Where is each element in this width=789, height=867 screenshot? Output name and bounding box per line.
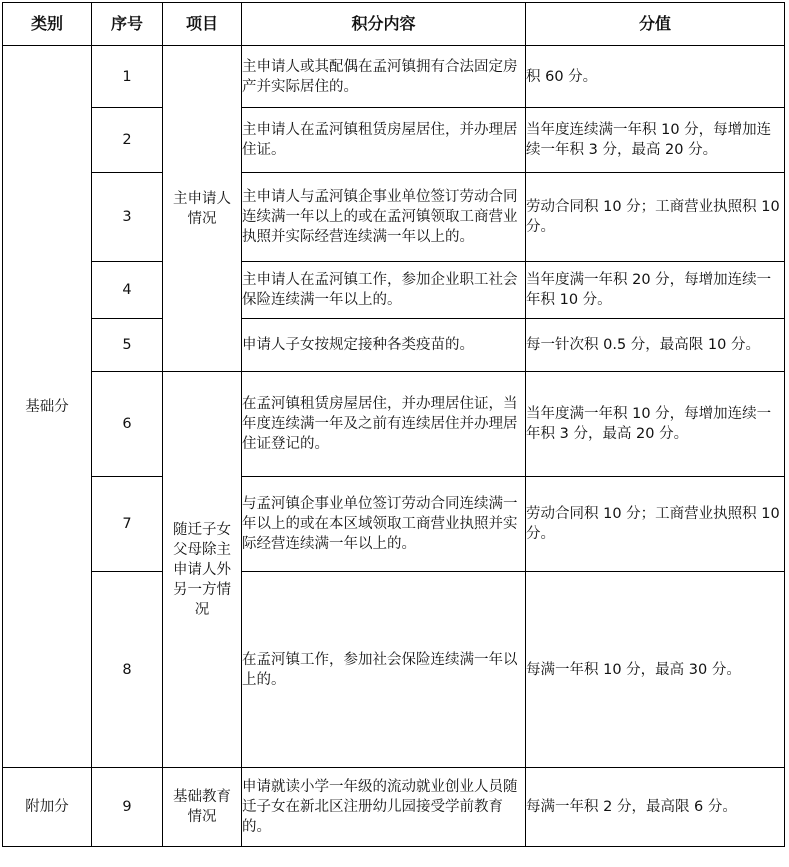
row-content: 在孟河镇租赁房屋居住，并办理居住证，当年度连续满一年及之前有连续居住并办理居住证登记的。: [242, 372, 526, 477]
item-education-cell: [163, 768, 242, 847]
table-row: [3, 572, 785, 768]
row-content: 主申请人在孟河镇租赁房屋居住，并办理居住证。: [242, 108, 526, 173]
item-family-cell: [163, 372, 242, 768]
row-score: 当年度连续满一年积 10 分，每增加连续一年积 3 分，最高 20 分。: [526, 108, 785, 173]
row-number: 7: [92, 477, 163, 572]
header-no: 序号: [92, 3, 163, 46]
table-row: [3, 46, 785, 108]
row-score: 每满一年积 10 分，最高 30 分。: [526, 572, 785, 768]
table-row: [3, 173, 785, 262]
row-number: 5: [92, 319, 163, 372]
row-number: 1: [92, 46, 163, 108]
row-score: 当年度满一年积 20 分，每增加连续一年积 10 分。: [526, 262, 785, 319]
row-content: 主申请人与孟河镇企事业单位签订劳动合同连续满一年以上的或在孟河镇领取工商营业执照并实际经营连续满一年以上的。: [242, 173, 526, 262]
table-row: [3, 319, 785, 372]
row-score: 劳动合同积 10 分；工商营业执照积 10 分。: [526, 173, 785, 262]
row-content: 申请就读小学一年级的流动就业创业人员随迁子女在新北区注册幼儿园接受学前教育的。: [242, 768, 526, 847]
item-education-label: 基础教育情况: [173, 789, 231, 825]
header-row: [3, 3, 785, 46]
table-row: [3, 108, 785, 173]
table-row: [3, 372, 785, 477]
header-score: 分值: [526, 3, 785, 46]
header-item: 项目: [163, 3, 242, 46]
row-score: 积 60 分。: [526, 46, 785, 108]
category-bonus-label: 附加分: [25, 799, 69, 815]
row-score: 每一针次积 0.5 分，最高限 10 分。: [526, 319, 785, 372]
row-content: 与孟河镇企事业单位签订劳动合同连续满一年以上的或在本区域领取工商营业执照并实际经营连续满一年以上的。: [242, 477, 526, 572]
table-row: [3, 262, 785, 319]
category-bonus-cell: [3, 768, 92, 847]
header-category: 类别: [3, 3, 92, 46]
category-basic-cell: [3, 46, 92, 768]
row-score: 每满一年积 2 分，最高限 6 分。: [526, 768, 785, 847]
table-row: [3, 477, 785, 572]
item-applicant-cell: [163, 46, 242, 372]
item-family-label: 随迁子女父母除主申请人外另一方情况: [173, 521, 231, 618]
row-content: 申请人子女按规定接种各类疫苗的。: [242, 319, 526, 372]
row-content: 主申请人或其配偶在孟河镇拥有合法固定房产并实际居住的。: [242, 46, 526, 108]
row-content: 主申请人在孟河镇工作，参加企业职工社会保险连续满一年以上的。: [242, 262, 526, 319]
table-row: [3, 768, 785, 847]
row-number: 2: [92, 108, 163, 173]
row-number: 6: [92, 372, 163, 477]
row-number: 8: [92, 572, 163, 768]
row-number: 3: [92, 173, 163, 262]
header-content: 积分内容: [242, 3, 526, 46]
row-number: 9: [92, 768, 163, 847]
row-score: 劳动合同积 10 分；工商营业执照积 10 分。: [526, 477, 785, 572]
item-applicant-label: 主申请人情况: [173, 190, 231, 227]
row-score: 当年度满一年积 10 分，每增加连续一年积 3 分，最高 20 分。: [526, 372, 785, 477]
row-number: 4: [92, 262, 163, 319]
category-basic-label: 基础分: [25, 398, 69, 415]
points-table: [2, 2, 785, 847]
row-content: 在孟河镇工作，参加社会保险连续满一年以上的。: [242, 572, 526, 768]
